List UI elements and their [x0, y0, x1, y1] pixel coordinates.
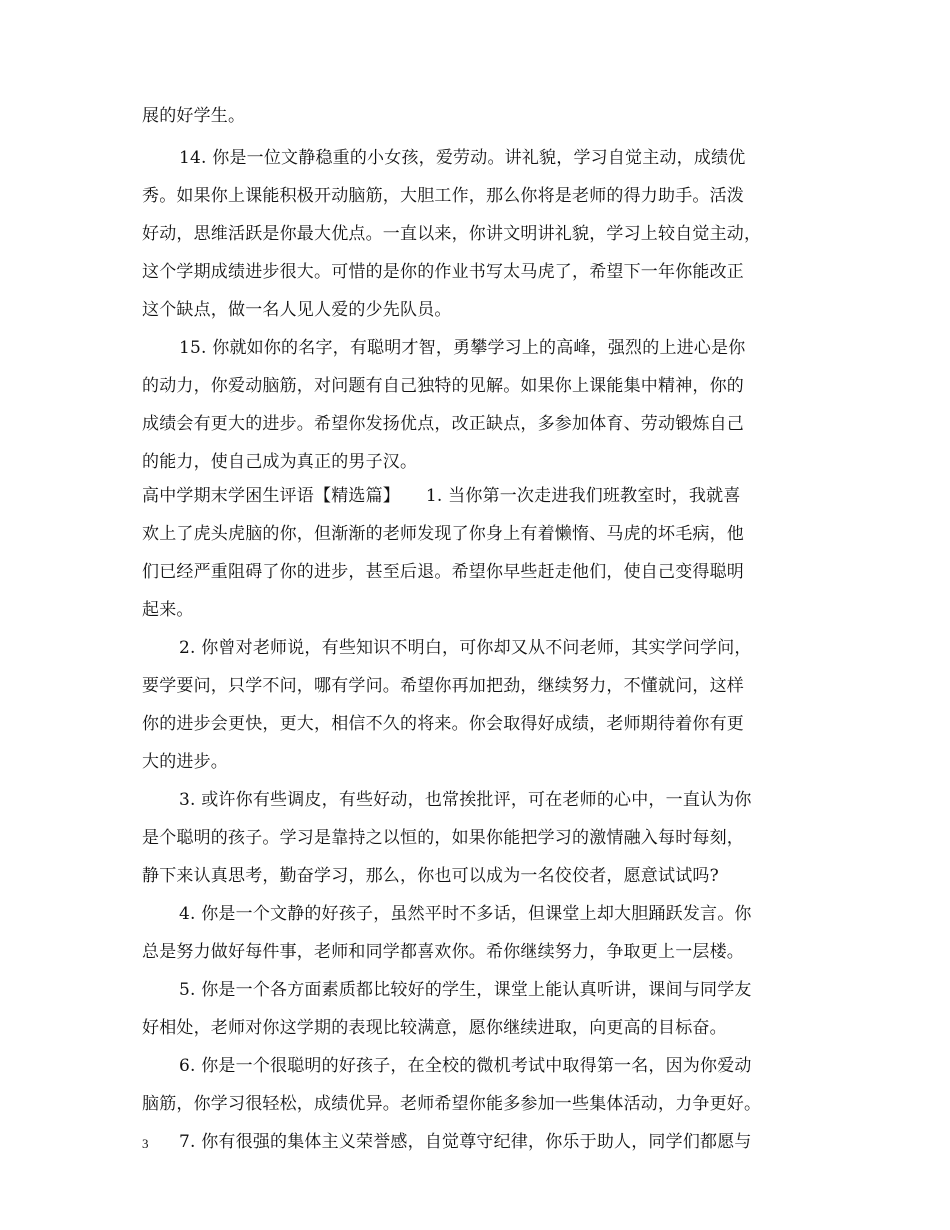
text-line: 的能力，使自己成为真正的男子汉。	[142, 452, 418, 472]
text-line: 静下来认真思考，勤奋学习，那么，你也可以成为一名佼佼者，愿意试试吗?	[142, 866, 719, 886]
text-line: 脑筋，你学习很轻松，成绩优异。老师希望你能多参加一些集体活动，力争更好。	[142, 1094, 762, 1114]
text-line: 欢上了虎头虎脑的你，但渐渐的老师发现了你身上有着懒惰、马虎的坏毛病，他	[142, 524, 744, 544]
text-line: 成绩会有更大的进步。希望你发扬优点，改正缺点，多参加体育、劳动锻炼自己	[142, 414, 744, 434]
text-line: 4. 你是一个文静的好孩子，虽然平时不多话，但课堂上却大胆踊跃发言。你	[179, 904, 752, 924]
text-line: 这个学期成绩进步很大。可惜的是你的作业书写太马虎了，希望下一年你能改正	[142, 262, 744, 282]
text-line: 15. 你就如你的名字，有聪明才智，勇攀学习上的高峰，强烈的上进心是你	[179, 338, 746, 358]
text-line: 们已经严重阻碍了你的进步，甚至后退。希望你早些赶走他们，使自己变得聪明	[142, 562, 744, 582]
text-line: 3. 或许你有些调皮，有些好动，也常挨批评，可在老师的心中，一直认为你	[179, 790, 752, 810]
text-line: 好相处，老师对你这学期的表现比较满意，愿你继续进取，向更高的目标奋。	[142, 1018, 727, 1038]
text-line: 总是努力做好每件事，老师和同学都喜欢你。希你继续努力，争取更上一层楼。	[142, 942, 744, 962]
text-line: 2. 你曾对老师说，有些知识不明白，可你却又从不问老师，其实学问学问，	[179, 638, 752, 658]
text-line: 14. 你是一位文静稳重的小女孩，爱劳动。讲礼貌，学习自觉主动，成绩优	[179, 148, 746, 168]
text-line: 大的进步。	[142, 752, 228, 772]
text-line: 5. 你是一个各方面素质都比较好的学生，课堂上能认真听讲，课间与同学友	[179, 980, 752, 1000]
text-line: 这个缺点，做一名人见人爱的少先队员。	[142, 300, 452, 320]
text-line: 6. 你是一个很聪明的好孩子，在全校的微机考试中取得第一名，因为你爱动	[179, 1056, 752, 1076]
page-number: 3	[142, 1136, 149, 1151]
text-line: 起来。	[142, 600, 194, 620]
text-line: 7. 你有很强的集体主义荣誉感，自觉尊守纪律，你乐于助人，同学们都愿与	[179, 1132, 752, 1152]
text-line: 要学要问，只学不问，哪有学问。希望你再加把劲，继续努力，不懂就问，这样	[142, 676, 744, 696]
text-line: 高中学期末学困生评语【精选篇】 1. 当你第一次走进我们班教室时，我就喜	[142, 486, 741, 506]
text-line: 是个聪明的孩子。学习是靠持之以恒的，如果你能把学习的激情融入每时每刻，	[142, 828, 744, 848]
text-line: 的动力，你爱动脑筋，对问题有自己独特的见解。如果你上课能集中精神，你的	[142, 376, 744, 396]
text-line: 展的好学生。	[142, 106, 246, 126]
text-line: 你的进步会更快，更大，相信不久的将来。你会取得好成绩，老师期待着你有更	[142, 714, 744, 734]
text-line: 秀。如果你上课能积极开动脑筋，大胆工作，那么你将是老师的得力助手。活泼	[142, 186, 744, 206]
text-line: 好动，思维活跃是你最大优点。一直以来，你讲文明讲礼貌，学习上较自觉主动，	[142, 224, 762, 244]
